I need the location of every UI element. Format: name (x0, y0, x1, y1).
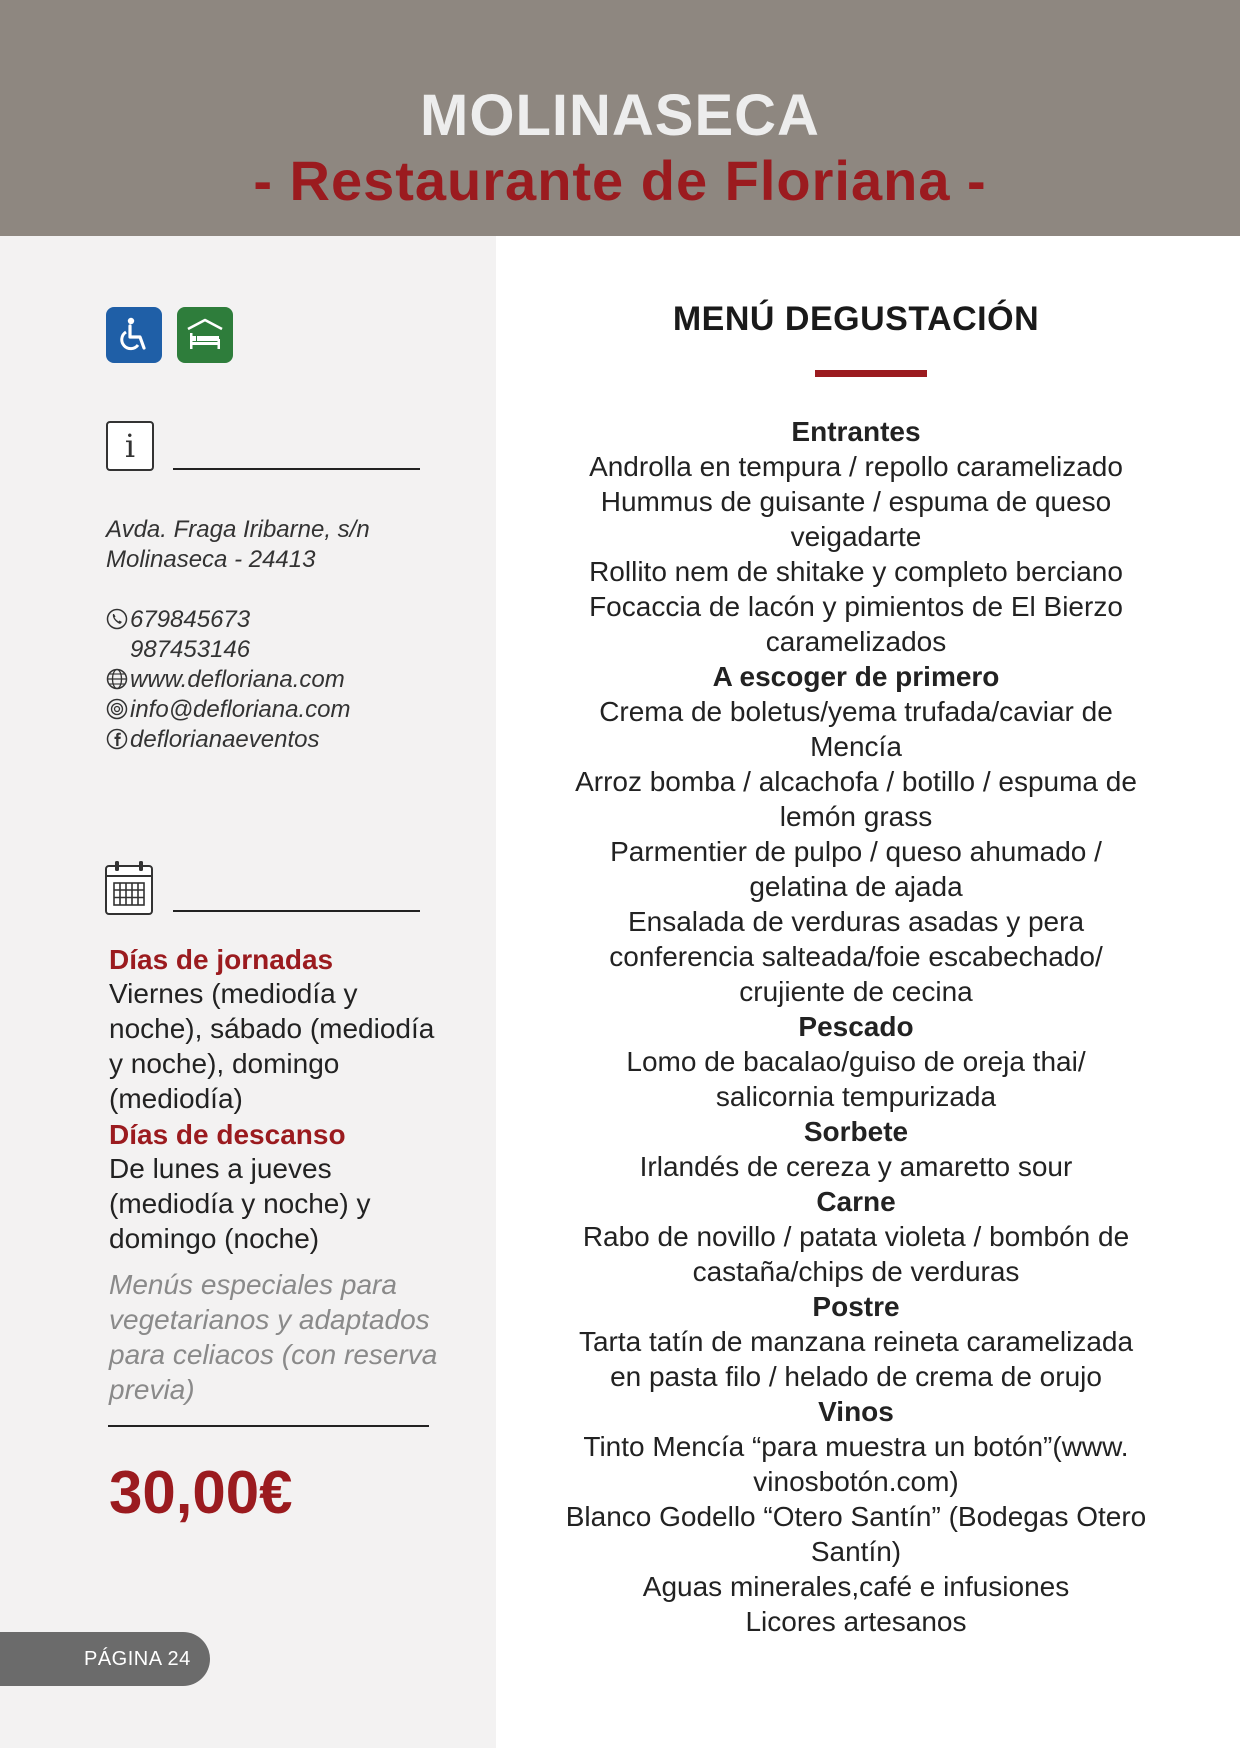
menu-item: gelatina de ajada (749, 871, 963, 902)
address-line-1: Avda. Fraga Iribarne, s/n (106, 516, 370, 543)
menu-item: castaña/chips de verduras (692, 1256, 1020, 1287)
facebook (106, 726, 319, 754)
header-band (0, 0, 1240, 236)
price: 30,00€ (109, 1459, 293, 1526)
menu-item: Tinto Mencía “para muestra un botón”(www. (583, 1431, 1129, 1462)
phone-1 (106, 606, 250, 634)
open-days-text (109, 976, 439, 1116)
title-accent-bar (815, 370, 927, 377)
menu-section-heading: Vinos (818, 1396, 894, 1427)
menu-list (556, 414, 1156, 1639)
closed-days-text (109, 1151, 439, 1256)
globe-icon (106, 668, 128, 690)
menu-item: veigadarte (790, 521, 922, 552)
info-divider (173, 468, 420, 470)
website-text[interactable]: www.defloriana.com (130, 666, 345, 693)
address-line-2: Molinaseca - 24413 (106, 546, 316, 573)
closed-line: De lunes a jueves (109, 1153, 332, 1184)
open-days-label: Días de jornadas (109, 944, 334, 975)
menu-item: Blanco Godello “Otero Santín” (Bodegas Otero (565, 1501, 1147, 1532)
menu-item: Irlandés de cereza y amaretto sour (639, 1151, 1073, 1182)
closed-days-label: Días de descanso (109, 1119, 346, 1150)
page-number-tab (0, 1632, 210, 1686)
menu-item: crujiente de cecina (739, 976, 973, 1007)
calendar-divider (173, 910, 420, 912)
menu-item: Lomo de bacalao/guiso de oreja thai/ (626, 1046, 1086, 1077)
at-icon (106, 698, 128, 720)
menu-item: Parmentier de pulpo / queso ahumado / (610, 836, 1102, 867)
menu-item: Mencía (810, 731, 902, 762)
open-line: (mediodía) (109, 1083, 243, 1114)
wheelchair-icon (106, 307, 162, 363)
phone-2-text[interactable]: 987453146 (130, 636, 251, 663)
menu-item: Tarta tatín de manzana reineta caramelizada (578, 1326, 1134, 1357)
page-number: PÁGINA 24 (84, 1648, 191, 1670)
menu-item: Androlla en tempura / repollo caramelizado (589, 451, 1123, 482)
open-line: y noche), domingo (109, 1048, 340, 1079)
price-divider (108, 1425, 429, 1427)
bed-icon (177, 307, 233, 363)
menu-item: Rabo de novillo / patata violeta / bombón de (582, 1221, 1130, 1252)
phone-icon (106, 608, 128, 630)
menu-item: Arroz bomba / alcachofa / botillo / espuma de (575, 766, 1137, 797)
menu-item: Hummus de guisante / espuma de queso (600, 486, 1112, 517)
facebook-icon (106, 728, 128, 750)
phone-1-text[interactable]: 679845673 (130, 606, 251, 633)
website (106, 666, 345, 694)
info-icon: i (106, 421, 154, 471)
restaurant-title: - Restaurante de Floriana - (253, 149, 987, 212)
town-title: MOLINASECA (420, 83, 820, 148)
menu-item: Ensalada de verduras asadas y pera (627, 906, 1085, 937)
special-menus-note (109, 1267, 449, 1407)
menu-section-heading: Carne (816, 1186, 896, 1217)
menu-item: Aguas minerales,café e infusiones (642, 1571, 1070, 1602)
note-line: para celiacos (con reserva (109, 1339, 438, 1370)
menu-section-heading: Postre (812, 1291, 900, 1322)
menu-title: MENÚ DEGUSTACIÓN (672, 300, 1040, 338)
menu-section-heading: Sorbete (803, 1116, 909, 1147)
menu-item: en pasta filo / helado de crema de orujo (610, 1361, 1102, 1392)
note-line: Menús especiales para (109, 1269, 397, 1300)
note-line: previa) (109, 1374, 195, 1405)
menu-item: conferencia salteada/foie escabechado/ (609, 941, 1103, 972)
menu-section-heading: Entrantes (791, 416, 921, 447)
menu-item: Licores artesanos (745, 1606, 967, 1637)
menu-item: Crema de boletus/yema trufada/caviar de (599, 696, 1113, 727)
menu-item: salicornia tempurizada (715, 1081, 997, 1112)
menu-item: lemón grass (779, 801, 933, 832)
calendar-icon (104, 860, 154, 916)
menu-item: Focaccia de lacón y pimientos de El Bierzo (589, 591, 1123, 622)
email (106, 696, 350, 724)
closed-line: domingo (noche) (109, 1223, 320, 1254)
email-text[interactable]: info@defloriana.com (130, 696, 351, 723)
closed-line: (mediodía y noche) y (109, 1188, 371, 1219)
menu-item: Santín) (810, 1536, 902, 1567)
menu-item: Rollito nem de shitake y completo berciano (589, 556, 1123, 587)
menu-section-heading: Pescado (798, 1011, 914, 1042)
note-line: vegetarianos y adaptados (109, 1304, 430, 1335)
menu-item: vinosbotón.com) (753, 1466, 959, 1497)
menu-item: caramelizados (765, 626, 947, 657)
menu-section-heading: A escoger de primero (712, 661, 1000, 692)
open-line: noche), sábado (mediodía (109, 1013, 435, 1044)
facebook-text[interactable]: deflorianaeventos (130, 726, 320, 753)
open-line: Viernes (mediodía y (109, 978, 358, 1009)
